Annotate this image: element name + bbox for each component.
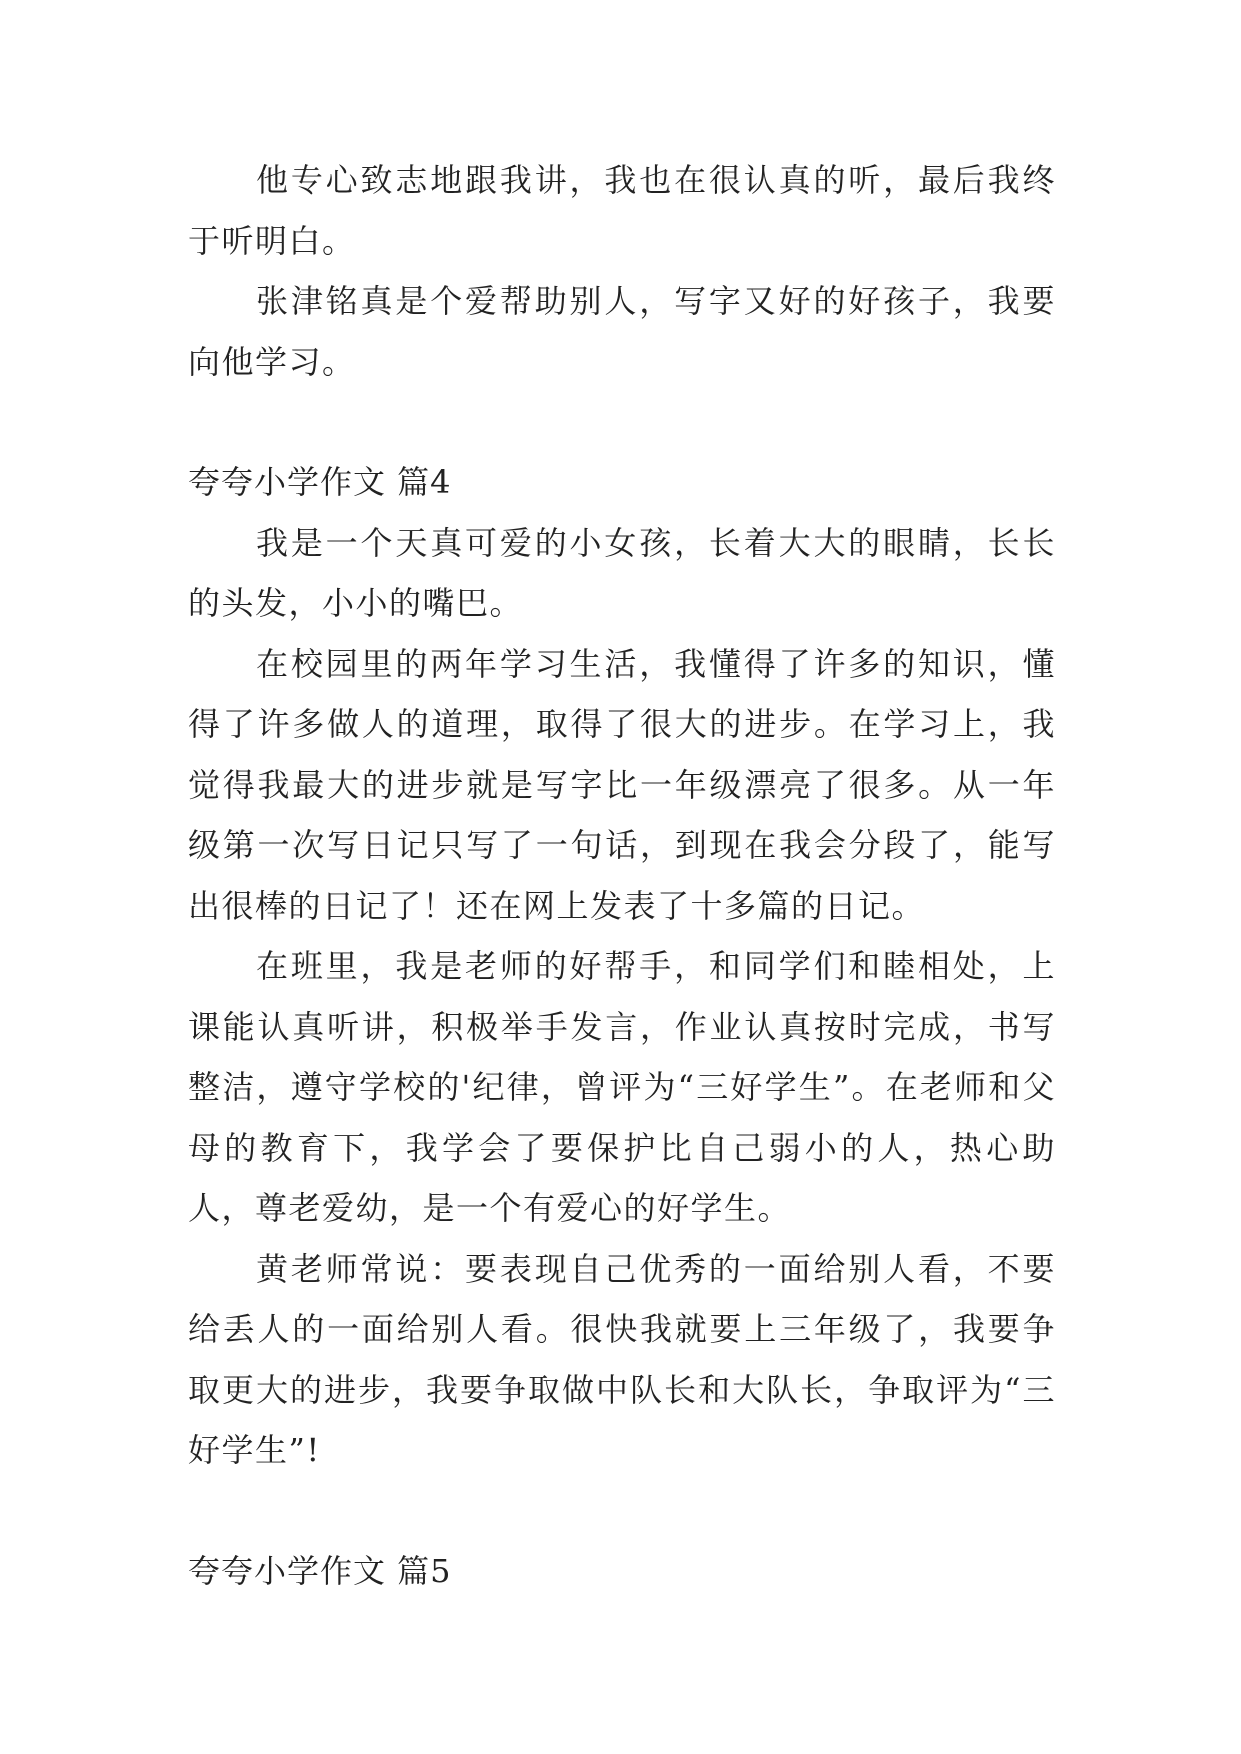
section-gap <box>188 1481 1056 1541</box>
paragraph: 黄老师常说：要表现自己优秀的一面给别人看，不要给丢人的一面给别人看。很快我就要上三年级了，我要争取更大的进步，我要争取做中队长和大队长，争取评为“三好学生”! <box>188 1249 1056 1469</box>
section-heading: 夸夸小学作文 篇4 <box>188 463 452 501</box>
paragraph: 张津铭真是个爱帮助别人，写字又好的好孩子，我要向他学习。 <box>188 282 1056 381</box>
section-heading: 夸夸小学作文 篇5 <box>188 1551 452 1590</box>
paragraph: 我是一个天真可爱的小女孩，长着大大的眼睛，长长的头发，小小的嘴巴。 <box>188 523 1056 622</box>
paragraph: 他专心致志地跟我讲，我也在很认真的听，最后我终于听明白。 <box>188 161 1056 260</box>
paragraph: 在班里，我是老师的好帮手，和同学们和睦相处，上课能认真听讲，积极举手发言，作业认真按时完成，书写整洁，遵守学校的'纪律，曾评为“三好学生”。在老师和父母的教育下，我学会了要保护比自己弱小的人，热心助人，尊老爱幼，是一个有爱心的好学生。 <box>188 947 1056 1227</box>
section-gap <box>188 392 1056 452</box>
document-page <box>188 150 1056 1601</box>
paragraph: 在校园里的两年学习生活，我懂得了许多的知识，懂得了许多做人的道理，取得了很大的进步。在学习上，我觉得我最大的进步就是写字比一年级漂亮了很多。从一年级第一次写日记只写了一句话，到现在我会分段了，能写出很棒的日记了！还在网上发表了十多篇的日记。 <box>188 644 1056 925</box>
